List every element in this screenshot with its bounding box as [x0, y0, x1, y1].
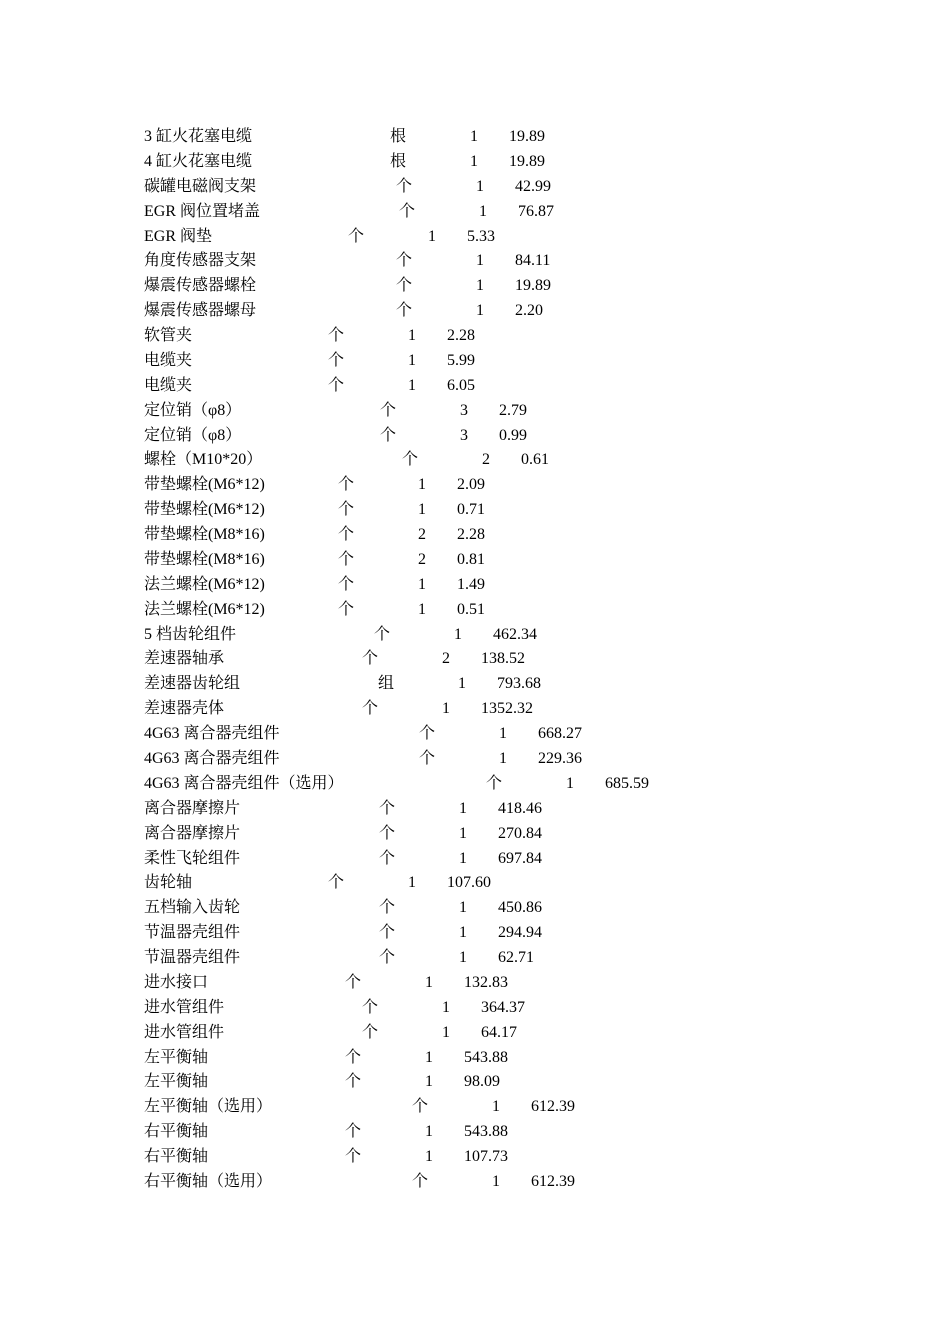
part-price: 0.71 — [457, 501, 485, 519]
part-quantity: 1 — [459, 949, 467, 967]
part-name: 带垫螺栓(M6*12) — [144, 501, 265, 519]
part-price: 462.34 — [493, 625, 537, 643]
part-unit: 个 — [396, 252, 413, 270]
part-name: 齿轮轴 — [144, 874, 193, 892]
part-price: 685.59 — [605, 774, 649, 792]
part-name: 离合器摩擦片 — [144, 824, 241, 842]
part-quantity: 1 — [470, 128, 478, 145]
part-unit: 个 — [338, 600, 355, 618]
part-name: 4 缸火花塞电缆 — [144, 152, 253, 170]
list-item — [0, 548, 950, 572]
part-unit: 个 — [399, 202, 416, 220]
part-price: 612.39 — [531, 1098, 575, 1116]
list-item — [0, 847, 950, 871]
part-quantity: 1 — [479, 202, 487, 220]
list-item — [0, 1070, 950, 1094]
part-price: 98.09 — [464, 1073, 500, 1091]
part-quantity: 1 — [408, 376, 416, 394]
list-item — [0, 1120, 950, 1144]
part-name: 电缆夹 — [144, 376, 193, 394]
part-unit: 个 — [419, 750, 436, 767]
part-name: 定位销（φ8） — [144, 401, 242, 419]
part-unit: 个 — [362, 700, 379, 718]
part-unit: 个 — [345, 1048, 362, 1066]
part-name: 4G63 离合器壳组件 — [144, 725, 280, 743]
part-unit: 个 — [380, 426, 397, 444]
part-unit: 个 — [328, 874, 345, 892]
part-price: 270.84 — [498, 824, 542, 842]
list-item — [0, 498, 950, 522]
part-unit: 个 — [379, 849, 396, 867]
part-unit: 个 — [345, 973, 362, 991]
part-quantity: 1 — [418, 476, 426, 494]
part-unit: 个 — [328, 351, 345, 369]
part-price: 1352.32 — [481, 700, 533, 718]
part-price: 0.51 — [457, 600, 485, 618]
part-name: 带垫螺栓(M8*16) — [144, 550, 265, 568]
list-item — [0, 697, 950, 721]
list-item — [0, 125, 950, 149]
part-unit: 个 — [402, 451, 419, 469]
part-name: 螺栓（M10*20） — [144, 451, 263, 469]
part-quantity: 1 — [408, 874, 416, 892]
part-name: 差速器齿轮组 — [144, 675, 241, 693]
part-price: 107.73 — [464, 1148, 508, 1166]
part-quantity: 1 — [425, 1148, 433, 1166]
part-name: 节温器壳组件 — [144, 949, 241, 967]
part-unit: 个 — [412, 1172, 429, 1190]
part-price: 0.81 — [457, 550, 485, 568]
part-unit: 个 — [486, 774, 503, 792]
list-item — [0, 1145, 950, 1169]
list-item — [0, 424, 950, 448]
part-unit: 个 — [328, 327, 345, 345]
list-item — [0, 225, 950, 249]
part-quantity: 1 — [425, 1123, 433, 1141]
part-price: 84.11 — [515, 252, 551, 270]
part-unit: 个 — [338, 526, 355, 544]
part-price: 0.99 — [499, 426, 527, 444]
part-name: 离合器摩擦片 — [144, 799, 241, 817]
part-quantity: 1 — [418, 501, 426, 519]
part-unit: 个 — [396, 277, 413, 295]
part-name: 4G63 离合器壳组件 — [144, 750, 280, 767]
part-unit: 个 — [362, 650, 379, 668]
part-quantity: 1 — [499, 725, 507, 743]
part-name: 爆震传感器螺母 — [144, 302, 257, 320]
list-item — [0, 747, 950, 771]
list-item — [0, 473, 950, 497]
part-price: 612.39 — [531, 1172, 575, 1190]
part-unit: 个 — [338, 575, 355, 593]
part-unit: 个 — [374, 625, 391, 643]
part-price: 543.88 — [464, 1123, 508, 1141]
list-item — [0, 623, 950, 647]
part-name: EGR 阀位置堵盖 — [144, 202, 261, 220]
part-unit: 个 — [328, 376, 345, 394]
part-quantity: 1 — [476, 177, 484, 195]
part-quantity: 1 — [459, 924, 467, 942]
list-item — [0, 399, 950, 423]
part-unit: 个 — [345, 1148, 362, 1166]
part-name: 定位销（φ8） — [144, 426, 242, 444]
list-item — [0, 772, 950, 796]
list-item — [0, 523, 950, 547]
part-name: 右平衡轴 — [144, 1123, 209, 1141]
part-price: 19.89 — [515, 277, 551, 295]
part-name: 爆震传感器螺栓 — [144, 277, 257, 295]
part-quantity: 2 — [482, 451, 490, 469]
list-item — [0, 573, 950, 597]
part-unit: 个 — [362, 998, 379, 1016]
part-name: 碳罐电磁阀支架 — [144, 177, 257, 195]
part-price: 294.94 — [498, 924, 542, 942]
part-price: 5.33 — [467, 227, 495, 245]
part-quantity: 1 — [476, 252, 484, 270]
list-item — [0, 647, 950, 671]
part-name: 左平衡轴（选用） — [144, 1098, 273, 1116]
list-item — [0, 871, 950, 895]
list-item — [0, 1046, 950, 1070]
part-quantity: 1 — [418, 600, 426, 618]
part-quantity: 1 — [418, 575, 426, 593]
part-unit: 个 — [379, 949, 396, 967]
list-item — [0, 1170, 950, 1194]
part-quantity: 1 — [442, 1023, 450, 1041]
part-unit: 个 — [348, 227, 365, 245]
part-price: 76.87 — [518, 202, 554, 220]
part-name: 进水管组件 — [144, 998, 225, 1016]
part-unit: 个 — [396, 177, 413, 195]
list-item — [0, 324, 950, 348]
list-item — [0, 299, 950, 323]
part-name: 软管夹 — [144, 327, 193, 345]
part-quantity: 1 — [425, 973, 433, 991]
part-price: 1.49 — [457, 575, 485, 593]
part-unit: 个 — [380, 401, 397, 419]
part-unit: 个 — [379, 899, 396, 917]
list-item — [0, 822, 950, 846]
part-price: 19.89 — [509, 152, 545, 170]
part-quantity: 1 — [454, 625, 462, 643]
part-name: 带垫螺栓(M6*12) — [144, 476, 265, 494]
part-price: 19.89 — [509, 128, 545, 145]
part-unit: 个 — [362, 1023, 379, 1041]
part-quantity: 1 — [408, 327, 416, 345]
part-name: 五档输入齿轮 — [144, 899, 241, 917]
part-name: 4G63 离合器壳组件（选用） — [144, 774, 344, 792]
part-price: 62.71 — [498, 949, 534, 967]
part-name: 角度传感器支架 — [144, 252, 257, 270]
part-quantity: 1 — [428, 227, 436, 245]
part-quantity: 1 — [459, 799, 467, 817]
part-name: 带垫螺栓(M8*16) — [144, 526, 265, 544]
list-item — [0, 797, 950, 821]
part-quantity: 1 — [458, 675, 466, 693]
part-quantity: 2 — [418, 550, 426, 568]
part-price: 2.20 — [515, 302, 543, 320]
part-quantity: 1 — [408, 351, 416, 369]
part-name: 法兰螺栓(M6*12) — [144, 600, 265, 618]
part-price: 668.27 — [538, 725, 582, 743]
part-unit: 个 — [412, 1098, 429, 1116]
part-price: 543.88 — [464, 1048, 508, 1066]
part-price: 6.05 — [447, 376, 475, 394]
list-item — [0, 722, 950, 746]
list-item — [0, 274, 950, 298]
part-name: 左平衡轴 — [144, 1073, 209, 1091]
part-name: 差速器轴承 — [144, 650, 225, 668]
part-unit: 根 — [390, 128, 407, 145]
list-item — [0, 175, 950, 199]
part-quantity: 1 — [566, 774, 574, 792]
part-quantity: 2 — [442, 650, 450, 668]
list-item — [0, 374, 950, 398]
part-name: 进水管组件 — [144, 1023, 225, 1041]
part-unit: 个 — [345, 1123, 362, 1141]
part-quantity: 3 — [460, 401, 468, 419]
part-price: 138.52 — [481, 650, 525, 668]
part-price: 793.68 — [497, 675, 541, 693]
part-quantity: 1 — [476, 302, 484, 320]
part-name: 节温器壳组件 — [144, 924, 241, 942]
list-item — [0, 598, 950, 622]
part-unit: 个 — [338, 550, 355, 568]
part-price: 5.99 — [447, 351, 475, 369]
part-quantity: 3 — [460, 426, 468, 444]
part-price: 64.17 — [481, 1023, 517, 1041]
part-quantity: 1 — [492, 1098, 500, 1116]
part-quantity: 1 — [470, 152, 478, 170]
part-unit: 个 — [345, 1073, 362, 1091]
list-item — [0, 249, 950, 273]
part-unit: 组 — [378, 675, 395, 693]
list-item — [0, 448, 950, 472]
part-unit: 个 — [379, 924, 396, 942]
part-price: 0.61 — [521, 451, 549, 469]
part-price: 42.99 — [515, 177, 551, 195]
part-price: 132.83 — [464, 973, 508, 991]
part-name: 右平衡轴 — [144, 1148, 209, 1166]
part-quantity: 1 — [459, 849, 467, 867]
part-price: 2.09 — [457, 476, 485, 494]
part-unit: 个 — [338, 501, 355, 519]
part-price: 2.28 — [447, 327, 475, 345]
part-quantity: 1 — [459, 899, 467, 917]
part-price: 107.60 — [447, 874, 491, 892]
part-name: EGR 阀垫 — [144, 227, 213, 245]
list-item — [0, 946, 950, 970]
part-name: 进水接口 — [144, 973, 209, 991]
list-item — [0, 1095, 950, 1119]
part-name: 3 缸火花塞电缆 — [144, 128, 253, 145]
part-quantity: 1 — [425, 1073, 433, 1091]
part-price: 229.36 — [538, 750, 582, 767]
list-item — [0, 996, 950, 1020]
part-name: 差速器壳体 — [144, 700, 225, 718]
part-quantity: 1 — [425, 1048, 433, 1066]
part-price: 697.84 — [498, 849, 542, 867]
part-name: 电缆夹 — [144, 351, 193, 369]
list-item — [0, 672, 950, 696]
part-quantity: 1 — [476, 277, 484, 295]
part-price: 418.46 — [498, 799, 542, 817]
part-name: 5 档齿轮组件 — [144, 625, 237, 643]
part-price: 2.28 — [457, 526, 485, 544]
part-name: 右平衡轴（选用） — [144, 1172, 273, 1190]
part-price: 2.79 — [499, 401, 527, 419]
list-item — [0, 921, 950, 945]
part-price: 450.86 — [498, 899, 542, 917]
part-price: 364.37 — [481, 998, 525, 1016]
part-name: 左平衡轴 — [144, 1048, 209, 1066]
part-quantity: 1 — [442, 700, 450, 718]
part-name: 法兰螺栓(M6*12) — [144, 575, 265, 593]
part-quantity: 1 — [499, 750, 507, 767]
part-quantity: 2 — [418, 526, 426, 544]
list-item — [0, 200, 950, 224]
part-unit: 个 — [338, 476, 355, 494]
part-unit: 个 — [396, 302, 413, 320]
part-name: 柔性飞轮组件 — [144, 849, 241, 867]
part-unit: 根 — [390, 152, 407, 170]
part-quantity: 1 — [442, 998, 450, 1016]
part-unit: 个 — [379, 799, 396, 817]
list-item — [0, 971, 950, 995]
list-item — [0, 349, 950, 373]
list-item — [0, 150, 950, 174]
part-quantity: 1 — [492, 1172, 500, 1190]
list-item — [0, 896, 950, 920]
part-unit: 个 — [379, 824, 396, 842]
part-quantity: 1 — [459, 824, 467, 842]
list-item — [0, 1021, 950, 1045]
part-unit: 个 — [419, 725, 436, 743]
